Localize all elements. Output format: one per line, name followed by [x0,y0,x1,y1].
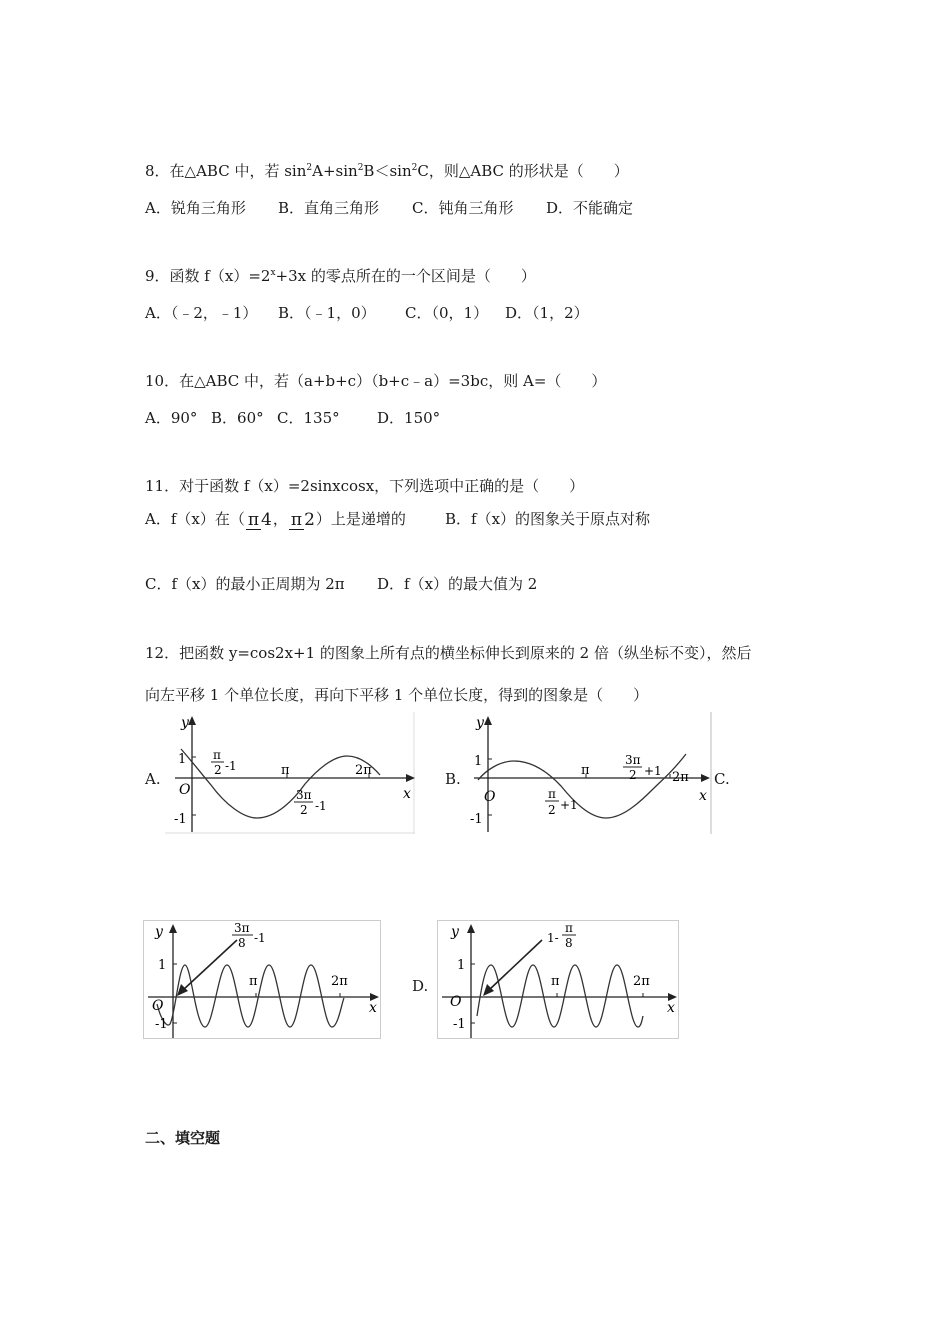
x-axis-label: x [369,1000,377,1016]
q8-option-d: D．不能确定 [546,199,634,217]
graph-b [466,712,712,834]
x-axis-label: x [699,788,707,804]
q8-option-b: B．直角三角形 [278,199,380,217]
q8-options [145,197,633,218]
fraction-pi-over-2: π 2 [290,509,315,530]
origin-label: O [450,994,462,1010]
y-tick-neg1: -1 [155,1017,168,1032]
mark1-den: 2 [214,763,222,777]
mark1-tail: +1 [560,798,578,812]
mark-pre: 1- [547,931,559,945]
y-axis-arrow-icon [188,716,196,725]
x-tick-2pi: 2π [633,974,650,989]
mark2-den: 2 [300,803,308,817]
curve [477,965,643,1027]
q8-option-a: A．锐角三角形 [145,199,246,217]
origin-label: O [152,998,164,1014]
q10-option-a: A．90° [145,409,198,427]
y-axis-arrow-icon [467,924,475,933]
q11-options-ab [145,508,650,530]
mark-tail: -1 [254,931,266,945]
mark1-tail: -1 [225,759,237,773]
mark2-num: 3π [296,788,312,802]
q9-stem: 9．函数 $f(x)=2^x+3x$ 的零点所在的一个区间是（ ） [145,267,536,285]
q11-option-d: D．f（x）的最大值为 2 [377,575,538,593]
graph-c-label: C. [714,770,730,788]
q9-option-b: B．（﹣1，0） [278,304,376,322]
q10-option-c: C．135° [277,409,340,427]
origin-label: O [484,789,496,805]
q8-stem: 8．在△ABC 中，若 $\sin^2A+\sin^2B<\sin^2C$，则△ABC 的形状是（ ） [145,162,629,180]
mark-num: 3π [234,921,250,935]
mark1-den: 2 [548,803,556,817]
q11-option-c: C．f（x）的最小正周期为 2π [145,575,345,593]
y-tick-neg1: -1 [174,812,187,827]
mark2-num: 3π [625,753,641,767]
mark2-tail: -1 [315,799,327,813]
q10-stem: 10．在△ABC 中，若（a+b+c）（b+c﹣a）=3bc，则 A=（ ） [145,372,607,390]
mark2-den: 2 [629,768,637,782]
q12-stem-line1: 12．把函数 y=cos2x+1 的图象上所有点的横坐标伸长到原来的 2 倍（纵坐标不变），然后 [145,644,752,662]
graph-b-label: B. [445,770,461,788]
y-tick-neg1: -1 [470,812,483,827]
q10-option-b: B．60° [211,409,264,427]
x-tick-2pi: 2π [331,974,348,989]
q10-options [145,407,440,428]
mark2-tail: +1 [644,764,662,778]
graph-a [165,712,415,834]
q9-option-a: A．（﹣2，﹣1） [145,304,258,322]
q12-stem-line2: 向左平移 1 个单位长度，再向下平移 1 个单位长度，得到的图象是（ ） [145,686,649,704]
pointer-arrow [183,940,237,990]
x-axis-label: x [667,1000,675,1016]
x-tick-pi: π [281,763,290,778]
graph-c [143,920,383,1040]
graph-d-label: D. [412,977,429,995]
y-tick-1: 1 [158,958,167,973]
y-axis-arrow-icon [484,716,492,725]
q11-option-a: A．f（x）在（ π 4， π 2）上是递增的 [145,509,406,530]
y-tick-neg1: -1 [453,1017,466,1032]
mark-den: 8 [238,936,246,950]
mark-num: π [565,921,573,935]
x-tick-pi: π [249,974,258,989]
y-tick-1: 1 [457,958,466,973]
x-tick-pi: π [551,974,560,989]
curve [181,749,380,818]
x-axis-arrow-icon [701,774,710,782]
y-axis-label: y [181,715,189,731]
y-axis-label: y [476,715,484,731]
q8-option-c: C．钝角三角形 [412,199,514,217]
graph-a-label: A. [145,770,161,788]
q11-option-b: B．f（x）的图象关于原点对称 [445,510,651,528]
y-axis-arrow-icon [169,924,177,933]
x-tick-2pi: 2π [355,763,372,778]
x-tick-pi: π [581,763,590,778]
q11-options-cd [145,573,537,594]
mark1-num: π [548,787,556,801]
graph-d [437,920,681,1040]
q11-stem: 11．对于函数 f（x）=2sinxcosx，下列选项中正确的是（ ） [145,477,585,495]
mark-den: 8 [565,936,573,950]
q9-option-d: D．（1，2） [505,304,589,322]
x-tick-2pi: 2π [672,770,689,785]
y-axis-label: y [155,924,163,940]
y-axis-label: y [451,924,459,940]
q9-option-c: C．（0，1） [405,304,489,322]
y-tick-1: 1 [178,752,187,767]
origin-label: O [179,782,191,798]
q10-option-d: D．150° [377,409,441,427]
x-axis-label: x [403,786,411,802]
fraction-pi-over-4: π 4 [247,509,272,530]
q9-options [145,302,589,323]
mark1-num: π [213,748,221,762]
section-heading-fill-in-blank: 二、填空题 [145,1129,221,1147]
y-tick-1: 1 [474,754,483,769]
